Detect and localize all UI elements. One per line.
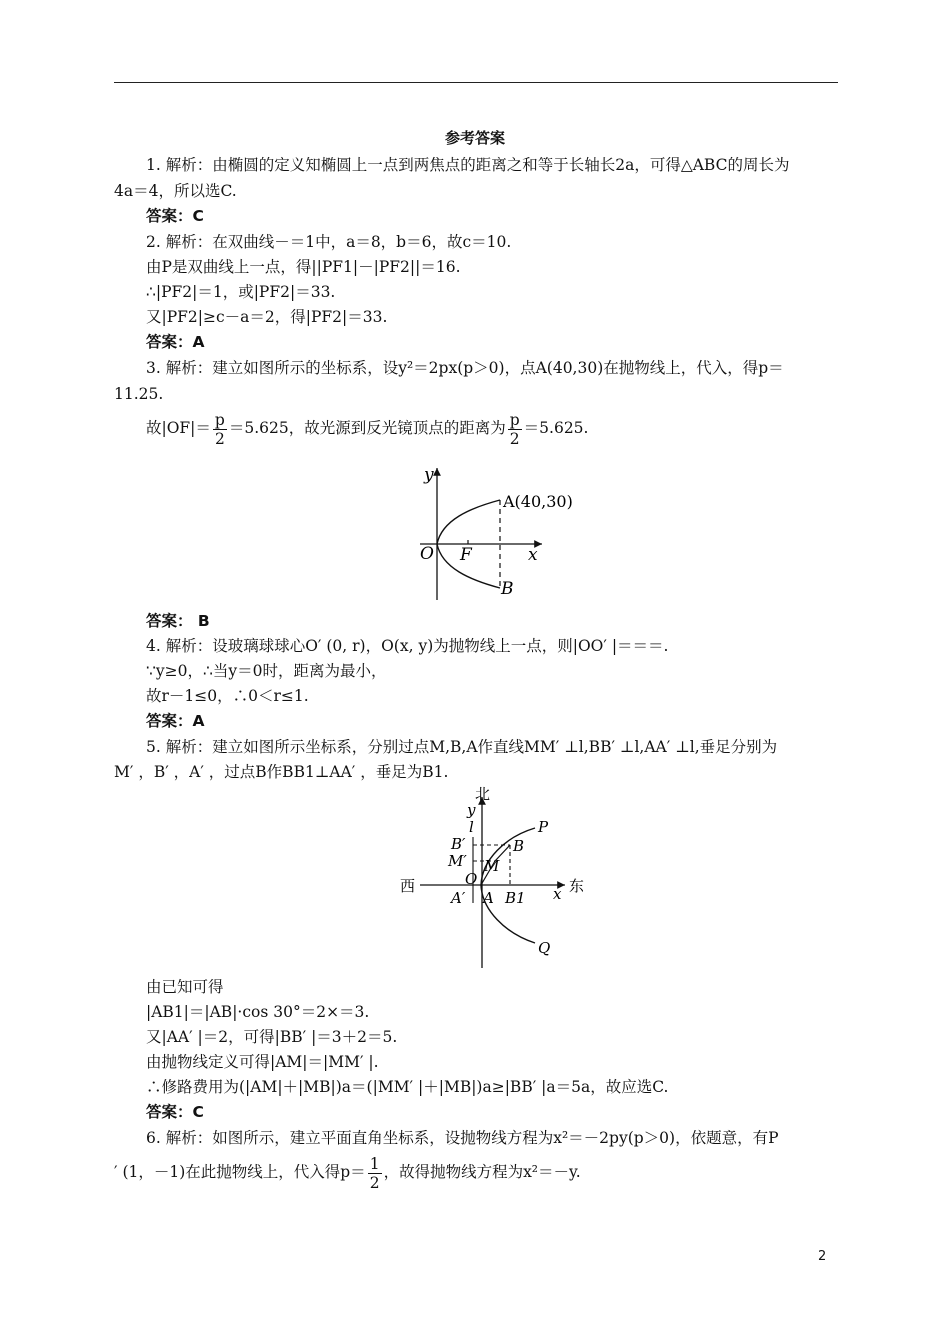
- fraction-numerator: p: [509, 410, 520, 429]
- label-origin: O: [420, 544, 434, 564]
- label-a-prime: A′: [451, 889, 466, 907]
- label-b1: B1: [505, 889, 526, 907]
- q3-line1: 3. 解析：建立如图所示的坐标系，设y²＝2px(p＞0)，点A(40,30)在抛物线上，代入，得p＝: [146, 359, 784, 377]
- q3-line3: [146, 408, 588, 448]
- q5-line6: 由抛物线定义可得|AM|＝|MM′ |.: [146, 1053, 379, 1071]
- q2-line2: 由P是双曲线上一点，得||PF1|－|PF2||＝16.: [146, 258, 461, 276]
- label-q: Q: [538, 939, 551, 957]
- label-x: x: [553, 885, 562, 903]
- q4-line3: 故r－1≤0，∴0＜r≤1.: [146, 687, 309, 705]
- q5-answer: 答案：C: [146, 1103, 204, 1121]
- label-p: P: [538, 818, 549, 836]
- label-l: l: [469, 818, 474, 836]
- fraction-denominator: 2: [214, 429, 225, 448]
- q2-answer: 答案：A: [146, 333, 205, 351]
- header-rule: [114, 82, 838, 83]
- q2-line4: 又|PF2|≥c－a＝2，得|PF2|＝33.: [146, 308, 388, 326]
- q2-line1: 2. 解析：在双曲线－＝1中，a＝8，b＝6，故c＝10.: [146, 233, 512, 251]
- label-m: M: [484, 857, 500, 875]
- q4-answer: 答案：A: [146, 712, 205, 730]
- parabola-figure-q3: [410, 460, 580, 605]
- label-west: 西: [400, 877, 416, 895]
- q6-line1: 6. 解析：如图所示，建立平面直角坐标系，设抛物线方程为x²＝－2py(p＞0)，依题意，有P: [146, 1129, 779, 1147]
- q1-line2: 4a＝4，所以选C.: [114, 182, 237, 200]
- q1-answer: 答案：C: [146, 207, 204, 225]
- fraction-p-over-2-second: [508, 411, 522, 448]
- fraction-one-half: [368, 1155, 382, 1192]
- q5-line5: 又|AA′ |＝2，可得|BB′ |＝3＋2＝5.: [146, 1028, 398, 1046]
- fraction-denominator: 2: [509, 429, 520, 448]
- section-title: 参考答案: [444, 129, 505, 147]
- q5-line4: |AB1|＝|AB|·cos 30°＝2×＝3.: [146, 1003, 370, 1021]
- label-x: x: [528, 545, 538, 565]
- q5-line3: 由已知可得: [146, 978, 224, 996]
- fraction-numerator: p: [214, 410, 225, 429]
- q3-line3-c: ＝5.625.: [523, 419, 589, 437]
- fraction-denominator: 2: [369, 1173, 380, 1192]
- label-focus: F: [460, 545, 472, 565]
- q6-line2: [114, 1152, 581, 1192]
- q3-answer: 答案： B: [146, 612, 210, 630]
- label-east: 东: [569, 877, 585, 895]
- fraction-p-over-2: [213, 411, 227, 448]
- page-number: 2: [818, 1249, 827, 1264]
- q6-line2-b: ，故得抛物线方程为x²＝－y.: [383, 1163, 581, 1181]
- label-a-point: A(40,30): [503, 492, 573, 511]
- q4-line2: ∵y≥0，∴当y＝0时，距离为最小，: [146, 662, 387, 680]
- label-b-point: B: [501, 579, 514, 599]
- q5-line2: M′ ，B′ ，A′ ，过点B作BB1⊥AA′ ，垂足为B1.: [114, 763, 449, 781]
- label-m-prime: M′: [448, 852, 467, 870]
- q3-line2: 11.25.: [114, 385, 164, 403]
- road-figure-q5: [395, 785, 595, 970]
- q3-line3-b: ＝5.625，故光源到反光镜顶点的距离为: [228, 419, 506, 437]
- q4-line1: 4. 解析：设玻璃球球心O′ (0, r)，O(x, y)为抛物线上一点，则|OO′ |＝＝＝.: [146, 637, 669, 655]
- label-y: y: [467, 801, 476, 819]
- label-b: B: [513, 837, 525, 855]
- fraction-numerator: 1: [369, 1154, 380, 1173]
- label-origin: O: [465, 870, 478, 888]
- q1-line1: 1. 解析：由椭圆的定义知椭圆上一点到两焦点的距离之和等于长轴长2a，可得△ABC的周长为: [146, 156, 790, 174]
- label-a: A: [483, 889, 494, 907]
- q2-line3: ∴|PF2|＝1，或|PF2|＝33.: [146, 283, 336, 301]
- q6-line2-a: ′ (1，－1)在此抛物线上，代入得p＝: [114, 1163, 366, 1181]
- q5-line7: ∴修路费用为(|AM|＋|MB|)a＝(|MM′ |＋|MB|)a≥|BB′ |a＝5a，故应选C.: [146, 1078, 669, 1096]
- q3-line3-a: 故|OF|＝: [146, 419, 211, 437]
- label-north: 北: [475, 785, 491, 803]
- label-b-prime: B′: [451, 835, 466, 853]
- label-y: y: [424, 465, 434, 485]
- q5-line1: 5. 解析：建立如图所示坐标系，分别过点M,B,A作直线MM′ ⊥l,BB′ ⊥l,AA′ ⊥l,垂足分别为: [146, 738, 778, 756]
